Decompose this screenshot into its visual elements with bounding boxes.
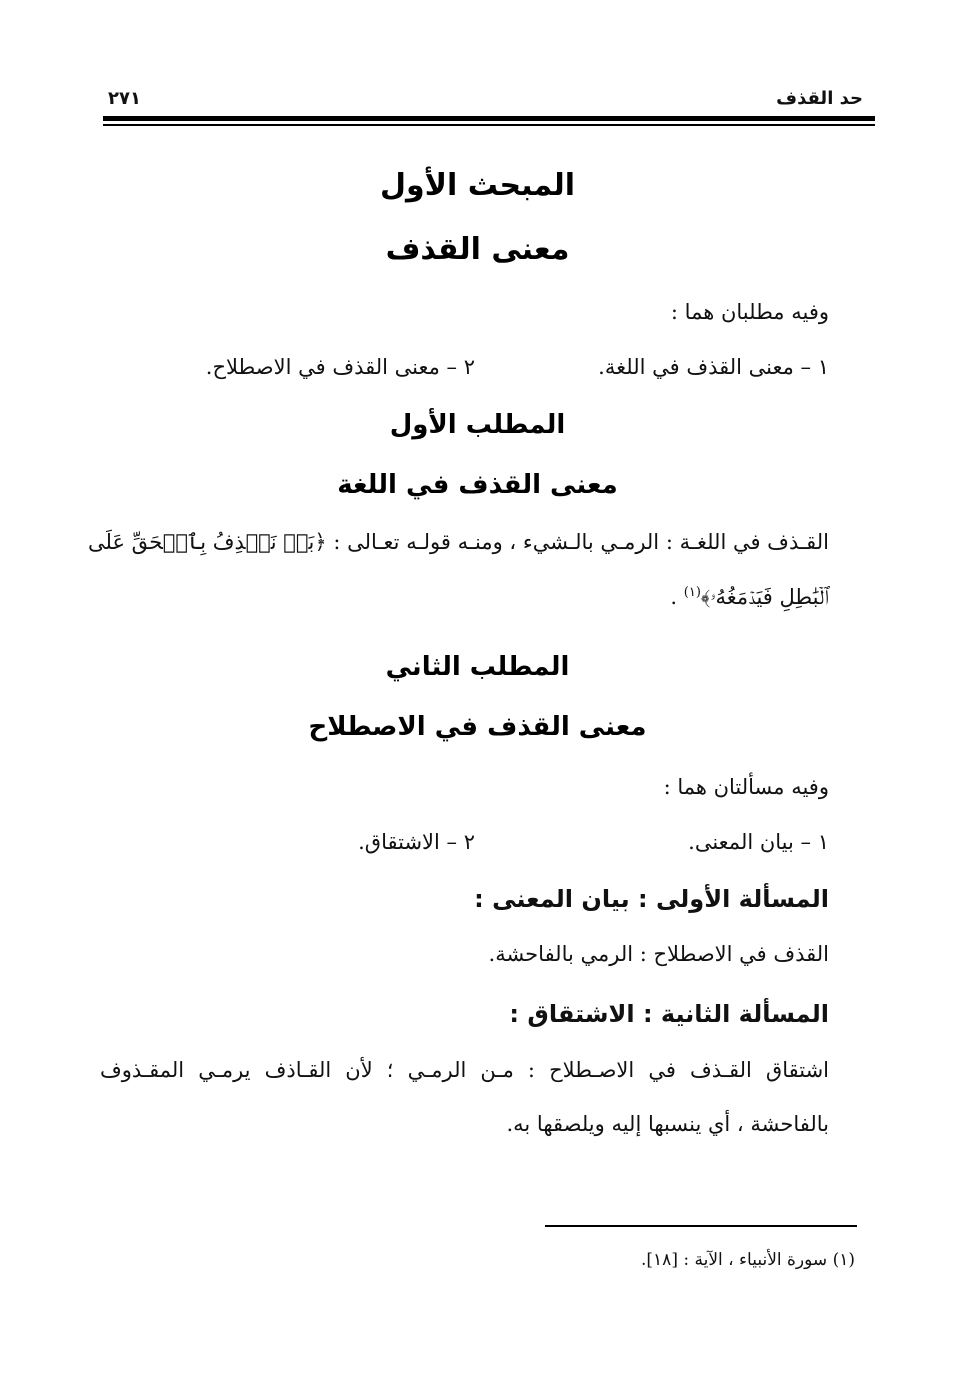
page-number: ٢٧١	[108, 88, 141, 109]
matlab1-subtitle: معنى القذف في اللغة	[337, 470, 618, 500]
matlab2-title: المطلب الثاني	[385, 652, 570, 682]
matlab2-intro: وفيه مسألتان هما :	[663, 775, 829, 799]
issue2-title: المسألة الثانية : الاشتقاق :	[509, 1000, 829, 1028]
section-title: المبحث الأول	[379, 168, 576, 203]
issue2-line-2: بالفاحشة ، أي ينسبها إليه ويلصقها به.	[506, 1112, 829, 1136]
section-item-2: ٢ – معنى القذف في الاصطلاح.	[205, 355, 475, 379]
footnote-ref: (١)	[683, 585, 701, 600]
running-title: حد القذف	[776, 88, 863, 109]
matlab1-title: المطلب الأول	[389, 410, 566, 440]
matlab1-line-2	[670, 585, 829, 610]
matlab1-line-1	[88, 530, 829, 554]
matlab2-subtitle: معنى القذف في الاصطلاح	[308, 712, 647, 742]
matlab2-item-1: ١ – بيان المعنى.	[688, 830, 829, 854]
issue2-line-1: اشتقاق القـذف في الاصـطلاح : مـن الرمـي ؛ لأن القـاذف يرمـي المقـذوف	[100, 1058, 829, 1082]
line-end: .	[670, 585, 684, 609]
footnote-text: (١) سورة الأنبياء ، الآية : [١٨].	[641, 1250, 855, 1270]
section-subtitle: معنى القذف	[385, 232, 570, 267]
footnote-separator	[545, 1225, 857, 1227]
header-rule-thin	[103, 124, 875, 126]
section-intro: وفيه مطلبان هما :	[670, 300, 829, 324]
quran-verse-part-2: ٱلۡبَٰطِلِ فَيَدۡمَغُهُۥ﴾	[700, 585, 829, 609]
issue1-title: المسألة الأولى : بيان المعنى :	[474, 885, 829, 913]
quran-verse-part-1: ﴿بَلۡ نَقۡذِفُ بِٱلۡحَقِّ عَلَى	[88, 530, 327, 554]
section-item-1: ١ – معنى القذف في اللغة.	[598, 355, 829, 379]
matlab1-line1-text: القـذف في اللغـة : الرمـي بالـشيء ، ومنـه قولـه تعـالى :	[333, 530, 829, 554]
matlab2-item-2: ٢ – الاشتقاق.	[358, 830, 475, 854]
header-rule-thick	[103, 116, 875, 121]
issue1-text: القذف في الاصطلاح : الرمي بالفاحشة.	[488, 942, 829, 966]
